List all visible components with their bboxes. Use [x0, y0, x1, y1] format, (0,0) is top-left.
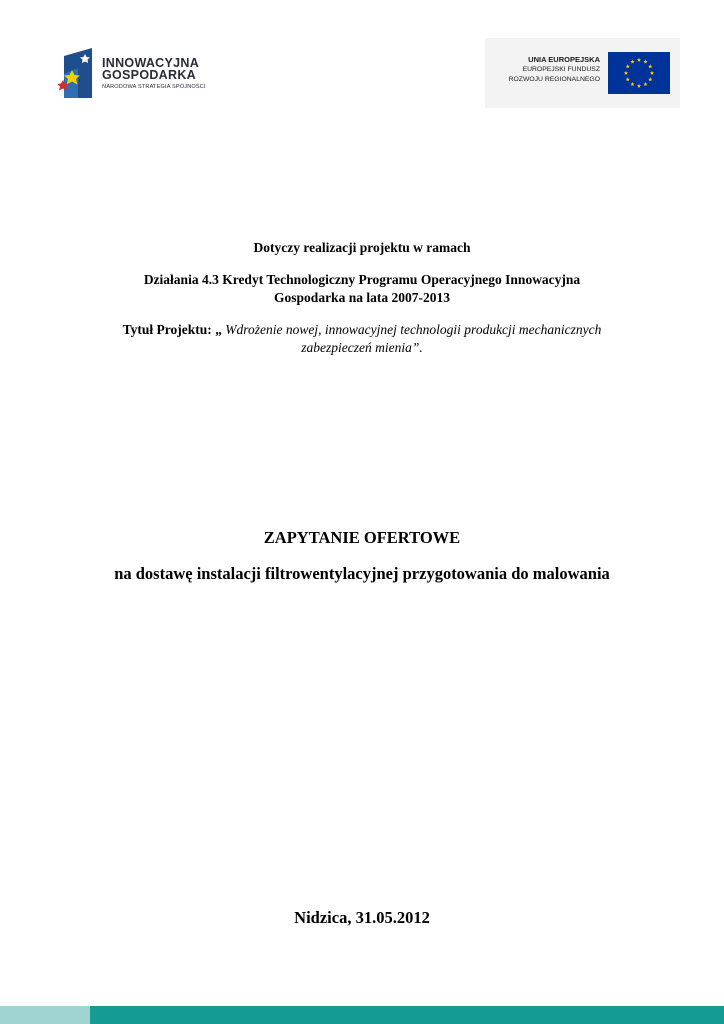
intro-line3: Gospodarka na lata 2007-2013	[274, 290, 450, 305]
intro-line1: Dotyczy realizacji projektu w ramach	[253, 240, 471, 255]
project-title-line1	[0, 322, 724, 338]
eu-line1: UNIA EUROPEJSKA	[528, 55, 600, 64]
footer-bar	[0, 1006, 724, 1024]
intro-line2: Działania 4.3 Kredyt Technologiczny Programu Operacyjnego Innowacyjna	[143, 272, 581, 287]
logo-subtitle: NARODOWA STRATEGIA SPÓJNOŚCI	[102, 84, 206, 90]
project-title-label: Tytuł Projektu:	[122, 322, 212, 337]
project-title-text1: Wdrożenie nowej, innowacyjnej technologii produkcji mechanicznych	[221, 322, 602, 337]
eu-line2: EUROPEJSKI FUNDUSZ	[522, 66, 600, 73]
eu-line3: ROZWOJU REGIONALNEGO	[508, 75, 600, 83]
project-title-quote: „	[211, 322, 222, 337]
project-title-line2: zabezpieczeń mienia”.	[301, 340, 423, 355]
place-date: Nidzica, 31.05.2012	[294, 908, 430, 927]
innowacyjna-gospodarka-logo	[58, 46, 228, 98]
eu-flag-icon	[608, 52, 670, 94]
footer-bar-dark	[90, 1006, 724, 1024]
footer-bar-light	[0, 1006, 90, 1024]
document-heading: ZAPYTANIE OFERTOWE	[263, 528, 461, 547]
logo-line1: INNOWACYJNA	[102, 56, 200, 70]
eu-logo-text	[509, 55, 600, 84]
innowacyjna-gospodarka-icon	[58, 46, 98, 98]
logo-line2: GOSPODARKA	[102, 68, 196, 82]
document-subheading: na dostawę instalacji filtrowentylacyjnej przygotowania do malowania	[114, 564, 610, 583]
eu-logo	[485, 38, 680, 108]
